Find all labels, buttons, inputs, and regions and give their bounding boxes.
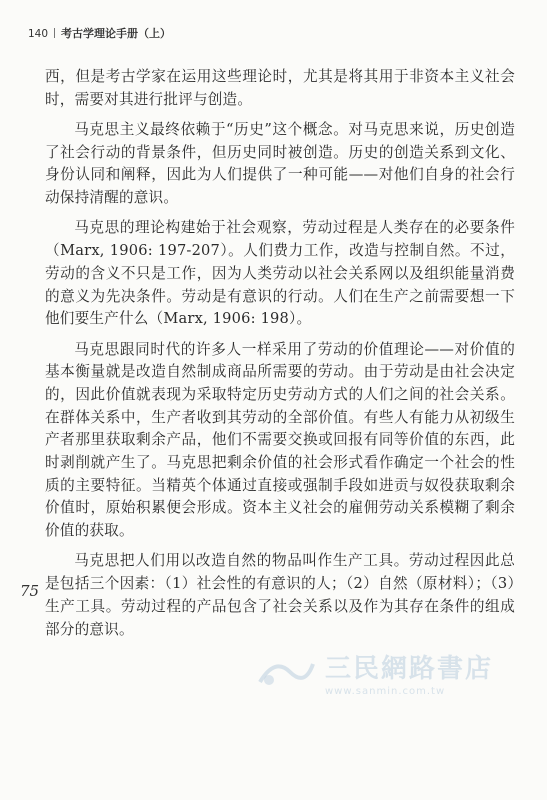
body-text <box>45 66 515 649</box>
running-head <box>28 27 171 41</box>
paragraph-5: 马克思把人们用以改造自然的物品叫作生产工具。劳动过程因此总是包括三个因素：（1）社会性的有意识的人；（2）自然（原材料）；（3）生产工具。劳动过程的产品包含了社会关系以及作为其存在条件的组成部分的意识。 <box>45 552 515 638</box>
paragraph-4: 马克思跟同时代的许多人一样采用了劳动的价值理论——对价值的基本衡量就是改造自然制成商品所需要的劳动。由于劳动是由社会决定的，因此价值就表现为采取特定历史劳动方式的人们之间的社会关系。在群体关系中，生产者收到其劳动的全部价值。有些人有能力从初级生产者那里获取剩余产品，他们不需要交换或回报有同等价值的东西，此时剥削就产生了。马克思把剩余价值的社会形式看作确定一个社会的性质的主要特征。当精英个体通过直接或强制手段如进贡与奴役获取剩余价值时，原始积累便会形成。资本主义社会的雇佣劳动关系模糊了剩余价值的获取。 <box>45 340 515 540</box>
watermark-url: www.sanmin.com.tw <box>325 686 446 697</box>
watermark-text: 三民網路書店 <box>325 654 494 684</box>
paragraph-2: 马克思主义最终依赖于“历史”这个概念。对马克思来说，历史创造了社会行动的背景条件，但历史同时被创造。历史的创造关系到文化、身份认同和阐释，因此为人们提供了一种可能——对他们自身的社会行动保持清醒的意识。 <box>45 121 515 207</box>
margin-page-number: 75 <box>20 582 40 600</box>
watermark <box>255 648 494 732</box>
header-separator <box>54 28 55 38</box>
paragraph-1: 西，但是考古学家在运用这些理论时，尤其是将其用于非资本主义社会时，需要对其进行批评与创造。 <box>45 68 515 108</box>
watermark-logo-icon <box>255 652 315 692</box>
paragraph-3: 马克思的理论构建始于社会观察，劳动过程是人类存在的必要条件（Marx, 1906: 197-207）。人们费力工作，改造与控制自然。不过，劳动的含义不只是工作，因为人类劳动以社会关系网以及组织能量消费的意义为先决条件。劳动是有意识的行动。人们在生产之前需要想一下他们要生产什么（Marx, 1906: 198）。 <box>45 219 515 328</box>
book-title: 考古学理论手册（上） <box>61 27 172 40</box>
page-number: 140 <box>28 28 49 40</box>
